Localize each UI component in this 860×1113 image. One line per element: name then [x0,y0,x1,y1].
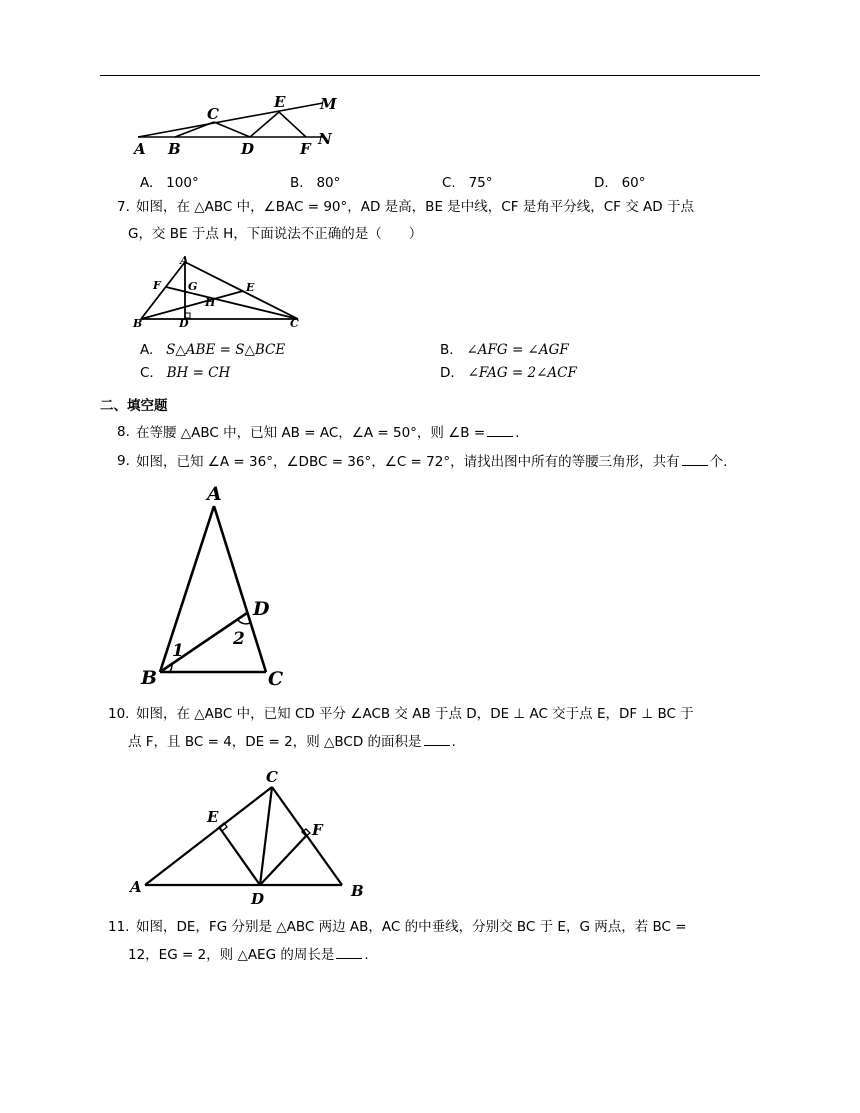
section-title: 二、填空题 [100,398,168,414]
figure-q9 [136,482,296,692]
label-D: D [251,890,265,908]
label-A: A [180,254,189,267]
answer-blank [336,944,362,959]
answer-blank [424,731,450,746]
label-B: B [141,667,158,689]
label-F: F [153,279,161,292]
label-A: A [207,483,222,505]
q9-number: 9. [117,453,130,469]
q7-option-d: D. ∠FAG = 2∠ACF [440,365,577,381]
q7-option-b: B. ∠AFG = ∠AGF [440,342,569,358]
label-angle-2: 2 [233,629,245,649]
label-A: A [134,140,146,158]
label-C: C [290,317,299,330]
q7-option-c: C. BH = CH [140,365,231,381]
answer-blank [487,422,513,437]
label-D: D [241,140,255,158]
q7-line2: G，交 BE 于点 H，下面说法不正确的是（ ） [128,226,423,242]
q10-line2: 点 F，且 BC = 4，DE = 2，则 △BCD 的面积是 . [128,731,456,752]
q6-option-a: A. 100° [140,175,199,191]
q8-number: 8. [117,424,130,440]
label-D: D [253,598,270,620]
q7-line1: 如图，在 △ABC 中，∠BAC = 90°，AD 是高，BE 是中线，CF 是角平分线，CF 交 AD 于点 [136,199,694,215]
label-M: M [320,95,337,113]
header-rule [100,75,760,76]
label-C: C [207,105,219,123]
label-angle-1: 1 [172,641,184,661]
q11-number: 11. [108,919,130,935]
q7-option-a: A. S△ABE = S△BCE [140,342,286,358]
label-C: C [268,668,284,690]
label-E: E [246,281,255,294]
label-C: C [266,768,278,786]
label-H: H [205,296,216,309]
q10-line1: 如图，在 △ABC 中，已知 CD 平分 ∠ACB 交 AB 于点 D，DE ⊥ AC 交于点 E，DF ⊥ BC 于 [136,706,694,722]
q11-line2: 12，EG = 2，则 △AEG 的周长是 . [128,944,369,965]
answer-blank [682,451,708,466]
label-A: A [130,878,142,896]
label-F: F [300,140,311,158]
label-E: E [207,808,219,826]
q6-option-b: B. 80° [290,175,341,191]
q6-option-d: D. 60° [594,175,646,191]
label-B: B [133,317,143,330]
q7-number: 7. [117,199,130,215]
q11-line1: 如图，DE，FG 分别是 △ABC 两边 AB，AC 的中垂线，分别交 BC 于 E，G 两点，若 BC = [136,919,687,935]
figure-q10 [126,763,371,908]
label-N: N [318,130,332,148]
q6-option-c: C. 75° [442,175,493,191]
label-D: D [179,317,189,330]
q10-number: 10. [108,706,130,722]
q9-question: 如图，已知 ∠A = 36°，∠DBC = 36°，∠C = 72°，请找出图中所有的等腰三角形，共有 个. [136,451,727,472]
q8-question: 在等腰 △ABC 中，已知 AB = AC，∠A = 50°，则 ∠B = . [136,422,519,443]
label-B: B [351,882,364,900]
label-E: E [274,93,286,111]
label-B: B [168,140,181,158]
label-G: G [188,280,198,293]
figure-q6 [128,92,343,160]
label-F: F [312,821,323,839]
figure-q7 [128,252,313,332]
